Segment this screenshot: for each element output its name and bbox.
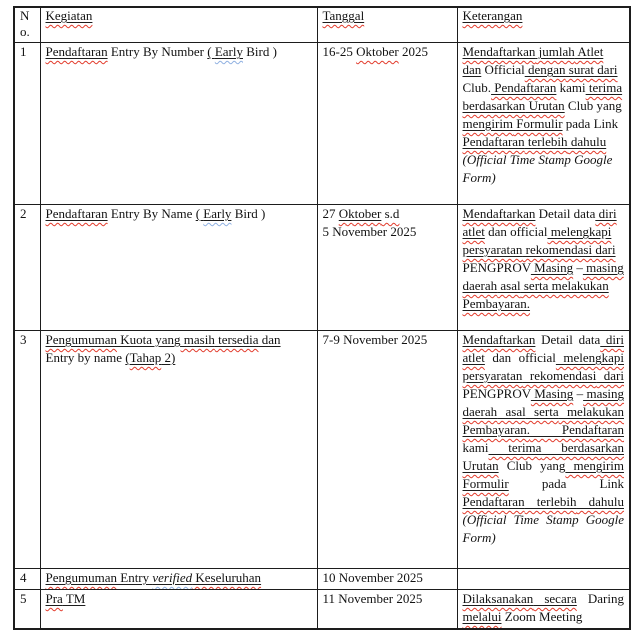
table-row	[14, 331, 630, 569]
schedule-table	[13, 6, 631, 630]
document-page	[13, 6, 631, 630]
table-header-row	[14, 7, 630, 43]
cell-no: 4	[14, 569, 40, 590]
table-row	[14, 569, 630, 590]
cell-tanggal: 10 November 2025	[317, 569, 457, 590]
cell-keterangan: Mendaftarkan Detail data diri atlet dan official melengkapi persyaratan rekomendasi dari PENGPROV Masing – masing daerah asal serta melakukan Pembayaran.	[457, 205, 630, 331]
cell-keterangan: Mendaftarkan jumlah Atlet dan Official dengan surat dari Club. Pendaftaran kami terima berdasarkan Urutan Club yang mengirim Formulir pada Link Pendaftaran terlebih dahulu (Official Time Stamp Google Form)	[457, 43, 630, 205]
table-row	[14, 590, 630, 630]
cell-tanggal: 16-25 Oktober 2025	[317, 43, 457, 205]
col-header-tanggal: Tanggal	[317, 7, 457, 43]
cell-kegiatan: Pendaftaran Entry By Number ( Early Bird )	[40, 43, 317, 205]
cell-tanggal: 7-9 November 2025	[317, 331, 457, 569]
cell-no: 1	[14, 43, 40, 205]
cell-no: 5	[14, 590, 40, 630]
table-row	[14, 43, 630, 205]
cell-kegiatan: Pengumuman Kuota yang masih tersedia dan Entry by name (Tahap 2)	[40, 331, 317, 569]
cell-kegiatan: Pra TM	[40, 590, 317, 630]
cell-tanggal: 27 Oktober s.d 5 November 2025	[317, 205, 457, 331]
col-header-no: No.	[14, 7, 40, 43]
col-header-keterangan: Keterangan	[457, 7, 630, 43]
cell-no: 3	[14, 331, 40, 569]
table-row	[14, 205, 630, 331]
cell-keterangan: Mendaftarkan Detail data diri atlet dan official melengkapi persyaratan rekomendasi dari PENGPROV Masing – masing daerah asal serta melakukan Pembayaran. Pendaftaran kami terima berdasarkan Urutan Club yang mengirim Formulir pada Link Pendaftaran terlebih dahulu (Official Time Stamp Google Form)	[457, 331, 630, 569]
col-header-kegiatan: Kegiatan	[40, 7, 317, 43]
cell-kegiatan: Pengumuman Entry verified Keseluruhan	[40, 569, 317, 590]
cell-keterangan: Dilaksanakan secara Daring melalui Zoom Meeting	[457, 590, 630, 630]
cell-keterangan	[457, 569, 630, 590]
cell-kegiatan: Pendaftaran Entry By Name ( Early Bird )	[40, 205, 317, 331]
cell-tanggal: 11 November 2025	[317, 590, 457, 630]
table-body	[14, 43, 630, 630]
cell-no: 2	[14, 205, 40, 331]
